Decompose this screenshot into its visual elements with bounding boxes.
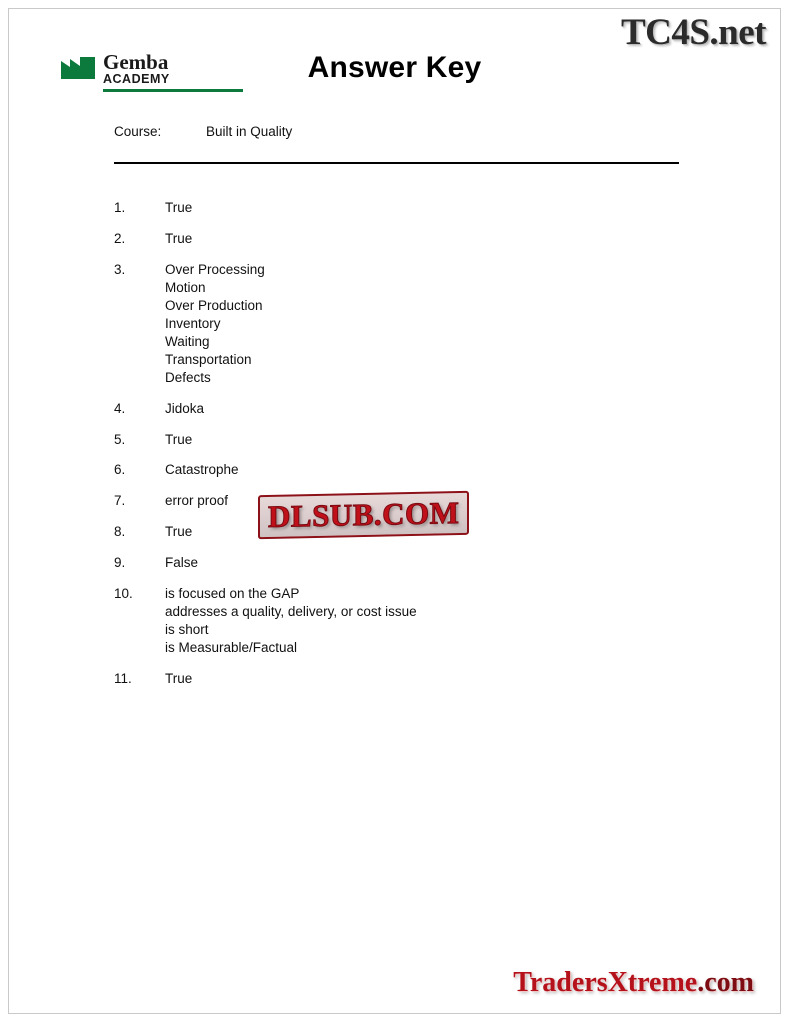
answer-line: Defects [165, 369, 211, 385]
list-item [114, 670, 714, 688]
answer-body [165, 554, 714, 572]
watermark-bottom-right [513, 967, 754, 999]
watermark-bottom-suffix: .com [697, 967, 754, 998]
list-item [114, 554, 714, 572]
page-title: Answer Key [307, 51, 482, 84]
list-item [114, 585, 714, 657]
answer-number: 10. [114, 586, 133, 602]
document-page [8, 8, 781, 1014]
watermark-bottom-main: TradersXtreme [513, 967, 698, 998]
answer-number: 9. [114, 555, 126, 571]
logo-sub: ACADEMY [103, 72, 170, 87]
answer-number: 8. [114, 524, 126, 540]
answer-line: is Measurable/Factual [165, 640, 298, 656]
header-divider [114, 162, 679, 164]
answer-number: 5. [114, 431, 126, 447]
answer-number: 2. [114, 230, 126, 246]
list-item [114, 261, 714, 387]
answer-line: Waiting [165, 333, 210, 349]
answer-line: Transportation [165, 351, 252, 367]
answer-line: True [165, 431, 193, 447]
answer-line: Motion [165, 279, 206, 295]
answer-body [165, 199, 714, 217]
answer-line: True [165, 671, 193, 687]
answer-line: True [165, 524, 193, 540]
answer-line: Inventory [165, 315, 221, 331]
answer-line: False [165, 555, 199, 571]
answer-body [165, 230, 714, 248]
answer-body [165, 670, 714, 688]
logo-brand: Gemba [103, 50, 169, 74]
course-value: Built in Quality [206, 124, 293, 139]
answer-body [165, 461, 714, 479]
answer-body [165, 585, 714, 657]
list-item [114, 431, 714, 449]
watermark-top-right: TC4S.net [620, 12, 766, 53]
answer-line: True [165, 230, 193, 246]
answer-line: True [165, 200, 193, 215]
answer-line: Jidoka [165, 400, 205, 416]
list-item [114, 461, 714, 479]
answer-number: 1. [114, 200, 126, 215]
logo-underline [103, 89, 243, 92]
answer-body [165, 261, 714, 387]
answer-number: 7. [114, 493, 126, 509]
answers-list [114, 199, 714, 701]
answer-line: error proof [165, 493, 229, 509]
list-item [114, 199, 714, 217]
answer-body [165, 400, 714, 418]
answer-line: Catastrophe [165, 462, 239, 478]
watermark-center: DLSUB.COM [258, 491, 469, 539]
answer-line: is focused on the GAP [165, 586, 300, 602]
answer-line: Over Production [165, 297, 263, 313]
answer-line: is short [165, 622, 209, 638]
list-item [114, 230, 714, 248]
answer-line: Over Processing [165, 261, 265, 277]
answer-number: 4. [114, 400, 126, 416]
answer-line: addresses a quality, delivery, or cost issue [165, 604, 417, 620]
answer-number: 6. [114, 462, 126, 478]
answer-number: 3. [114, 261, 126, 277]
answer-number: 11. [114, 671, 132, 687]
list-item [114, 400, 714, 418]
answer-body [165, 431, 714, 449]
course-row [114, 124, 292, 139]
course-label: Course: [114, 124, 162, 139]
